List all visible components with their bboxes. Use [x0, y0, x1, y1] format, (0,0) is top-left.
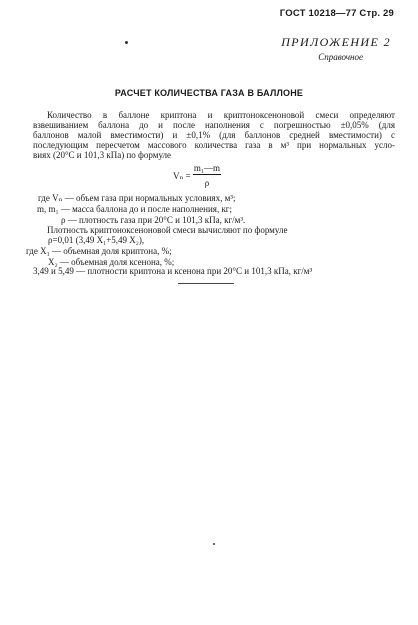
paragraph-line: взвешиванием баллона до и после наполнения с погрешностью ±0,05% (для	[33, 120, 395, 130]
volume-formula	[173, 163, 233, 191]
fraction-bar	[193, 174, 221, 175]
section-title: РАСЧЕТ КОЛИЧЕСТВА ГАЗА В БАЛЛОНЕ	[114, 88, 304, 98]
where-item: ρ — плотность газа при 20°С и 101,3 кПа, кг/м³.	[61, 215, 246, 225]
where-item: где Vₙ — объем газа при нормальных условиях, м³;	[38, 193, 236, 203]
paragraph-line: баллонов малой вместимости) и ±0,1% (для баллонов средней вместимости) с	[33, 130, 395, 140]
where-item: m, m₁ — масса баллона до и после наполнения, кг;	[37, 204, 233, 214]
paragraph-line: Количество в баллоне криптона и криптоноксеноновой смеси определяют	[47, 110, 395, 120]
where-item: X₂ — объемная доля ксенона, %;	[48, 257, 175, 267]
formula-lhs: Vₙ =	[173, 171, 191, 181]
paragraph-line: последующим пересчетом массового количества газа в м³ при нормальных усло-	[33, 140, 395, 150]
where-item: 3,49 и 5,49 — плотности криптона и ксенона при 20°С и 101,3 кПа, кг/м³	[33, 266, 313, 276]
end-rule	[178, 283, 234, 284]
density-formula: ρ=0,01 (3,49 X₁+5,49 X₂),	[48, 235, 145, 245]
paragraph-line: виях (20°С и 101,3 кПа) по формуле	[33, 150, 172, 160]
scan-speck	[213, 543, 215, 545]
formula-denominator: ρ	[204, 178, 210, 188]
paragraph-text: Плотность криптоноксеноновой смеси вычисляют по формуле	[47, 225, 288, 235]
appendix-subtitle: Справочное	[318, 52, 363, 62]
appendix-title: ПРИЛОЖЕНИЕ 2	[281, 35, 391, 49]
where-item: где X₁ — объемная доля криптона, %;	[26, 246, 172, 256]
formula-numerator: m₁—m	[193, 163, 221, 173]
scan-speck	[125, 41, 128, 44]
document-header: ГОСТ 10218—77 Стр. 29	[279, 8, 394, 19]
